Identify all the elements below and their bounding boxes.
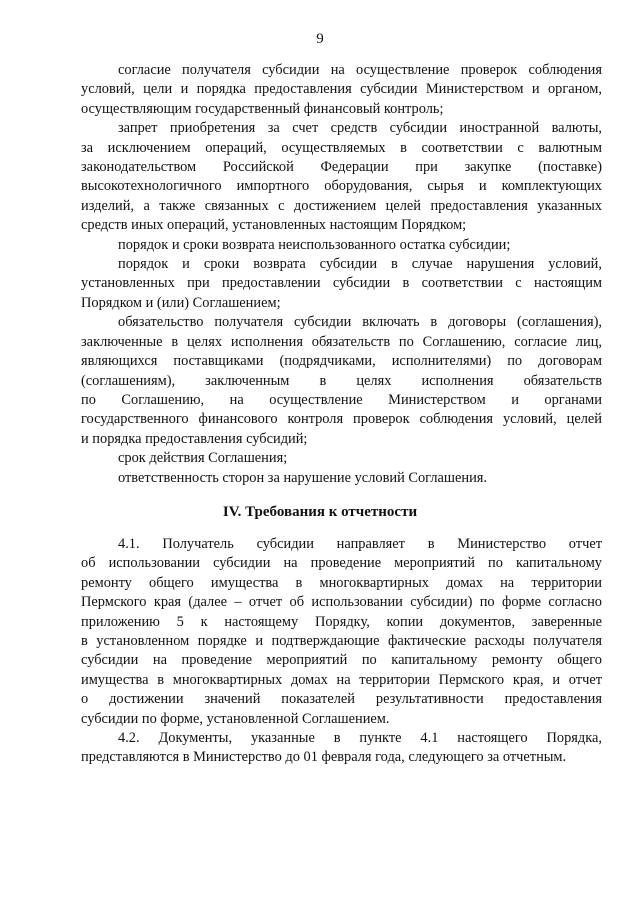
text-line: об использовании субсидии на проведение мероприятий по капитальному: [81, 555, 602, 572]
text-line: субсидии по форме, установленной Соглашением.: [81, 710, 390, 727]
text-line: представляются в Министерство до 01 февраля года, следующего за отчетным.: [81, 749, 567, 766]
text-line: порядок и сроки возврата субсидии в случае нарушения условий,: [118, 256, 602, 273]
section-heading: IV. Требования к отчетности: [222, 504, 418, 520]
text-line: приложению 5 к настоящему Порядку, копии документов, заверенные: [81, 613, 602, 630]
paragraph-contract-obligation: [81, 313, 602, 449]
text-line: и порядка предоставления субсидий;: [81, 430, 308, 447]
text-line: запрет приобретения за счет средств субсидии иностранной валюты,: [118, 120, 602, 137]
text-line: Порядком и (или) Соглашением;: [81, 294, 281, 311]
text-line: по Соглашению, на осуществление Министерством и органами: [81, 391, 602, 408]
paragraph-unused-balance-return: [81, 236, 602, 255]
paragraph-liability: [81, 469, 602, 488]
paragraph-agreement-term: [81, 449, 602, 468]
text-line: 4.2. Документы, указанные в пункте 4.1 настоящего Порядка,: [118, 730, 602, 747]
text-line: (соглашениям), заключенным в целях исполнения обязательств: [81, 372, 602, 389]
text-line: осуществляющим государственный финансовый контроль;: [81, 100, 444, 117]
text-line: субсидии на проведение мероприятий по капитальному ремонту общего: [81, 652, 602, 669]
page-number: 9: [316, 31, 324, 47]
paragraph-4-1: [81, 535, 602, 729]
text-line: Пермского края (далее – отчет об использовании субсидии) по форме согласно: [81, 594, 602, 611]
text-line: государственного финансового контроля проверок соблюдения условий, целей: [81, 411, 602, 428]
text-line: ремонту общего имущества в многоквартирных домах на территории: [81, 574, 602, 591]
text-line: 4.1. Получатель субсидии направляет в Министерство отчет: [118, 536, 602, 552]
text-line: за исключением операций, осуществляемых в соответствии с валютным: [81, 139, 602, 156]
text-line: в установленном порядке и подтверждающие фактические расходы получателя: [81, 633, 602, 650]
text-line: законодательством Российской Федерации при закупке (поставке): [81, 159, 602, 176]
paragraph-verification-consent: [81, 61, 602, 119]
text-line: о достижении значений показателей результативности предоставления: [81, 691, 602, 708]
reporting-section: [81, 535, 602, 768]
text-line: ответственность сторон за нарушение условий Соглашения.: [118, 469, 487, 486]
conditions-list: [81, 61, 602, 488]
text-line: условий, цели и порядка предоставления субсидии Министерством и органом,: [81, 81, 602, 98]
text-line: высокотехнологичного импортного оборудования, сырья и комплектующих: [81, 178, 602, 195]
paragraph-4-2: [81, 729, 602, 768]
text-line: являющихся поставщиками (подрядчиками, исполнителями) по договорам: [81, 353, 602, 370]
text-line: согласие получателя субсидии на осуществление проверок соблюдения: [118, 62, 602, 78]
text-line: средств иных операций, установленных настоящим Порядком;: [81, 217, 467, 234]
paragraph-currency-ban: [81, 119, 602, 235]
text-line: изделий, а также связанных с достижением целей предоставления указанных: [81, 197, 602, 214]
text-line: заключенные в целях исполнения обязательств по Соглашению, согласие лиц,: [81, 333, 602, 350]
text-line: имущества в многоквартирных домах на территории Пермского края, и отчет: [81, 671, 602, 688]
paragraph-violation-return: [81, 255, 602, 313]
text-line: установленных при предоставлении субсидии в соответствии с настоящим: [81, 275, 602, 292]
text-line: срок действия Соглашения;: [118, 450, 288, 467]
text-line: обязательство получателя субсидии включать в договоры (соглашения),: [118, 314, 602, 331]
text-line: порядок и сроки возврата неиспользованного остатка субсидии;: [118, 236, 511, 253]
